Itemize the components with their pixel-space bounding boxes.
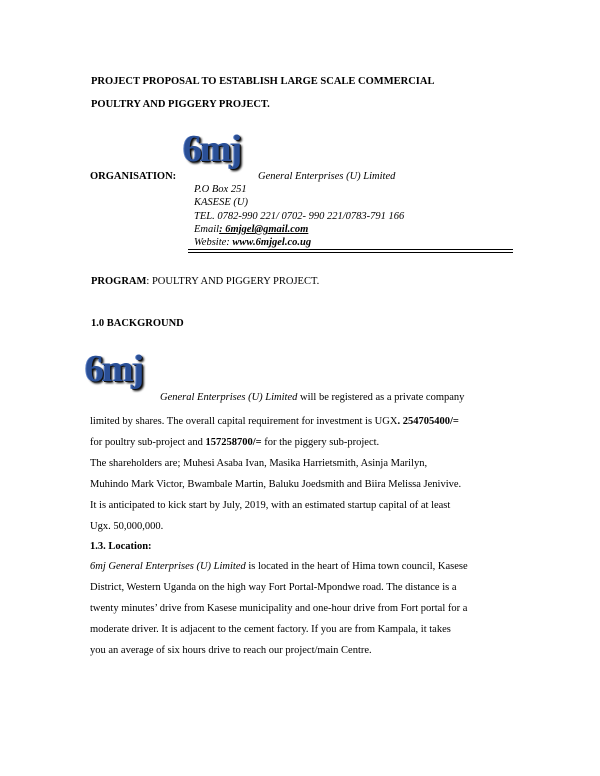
- background-line-6: It is anticipated to kick start by July, 2019, with an estimated startup capital of at least: [90, 500, 451, 511]
- background-heading: 1.0 BACKGROUND: [91, 318, 184, 329]
- location-company-name: 6mj General Enterprises (U) Limited: [90, 561, 246, 572]
- background-line-3-text-a: for poultry sub-project and: [90, 437, 206, 448]
- organisation-label: ORGANISATION:: [90, 171, 177, 182]
- title-line-1: PROJECT PROPOSAL TO ESTABLISH LARGE SCALE COMMERCIAL: [91, 76, 435, 87]
- website-link[interactable]: www.6mjgel.co.ug: [232, 237, 312, 248]
- poultry-capital-amount: . 254705400/=: [397, 416, 459, 427]
- header-divider-top: [188, 249, 513, 250]
- piggery-capital-amount: 157258700/=: [205, 437, 262, 448]
- email-line: [194, 224, 308, 236]
- header-divider-bottom: [188, 252, 513, 253]
- background-line-4: The shareholders are; Muhesi Asaba Ivan, Masika Harrietsmith, Asinja Marilyn,: [90, 458, 428, 469]
- town: KASESE (U): [194, 197, 248, 208]
- program-value: : POULTRY AND PIGGERY PROJECT.: [146, 276, 320, 287]
- background-line-3: [90, 432, 520, 453]
- location-line-5: you an average of six hours drive to reach our project/main Centre.: [90, 645, 372, 656]
- document-title: [91, 70, 521, 116]
- company-logo-inline: 6mj: [85, 348, 143, 390]
- background-line-1: [160, 387, 590, 408]
- company-logo: 6mj: [183, 128, 241, 170]
- location-heading: 1.3. Location:: [90, 541, 152, 552]
- background-line-7: Ugx. 50,000,000.: [90, 521, 164, 532]
- email-prefix: Email: [194, 224, 220, 235]
- organisation-name: General Enterprises (U) Limited: [258, 171, 396, 182]
- po-box: P.O Box 251: [194, 184, 247, 195]
- location-line-2: District, Western Uganda on the high way Fort Portal-Mpondwe road. The distance is a: [90, 582, 457, 593]
- title-line-2: POULTRY AND PIGGERY PROJECT.: [91, 99, 270, 110]
- background-line-3-text-c: for the piggery sub-project.: [261, 437, 380, 448]
- website-prefix: Website:: [194, 237, 233, 248]
- telephone: TEL. 0782-990 221/ 0702- 990 221/0783-791 166: [194, 211, 405, 222]
- background-company-name: General Enterprises (U) Limited: [160, 392, 298, 403]
- program-line: [91, 276, 319, 287]
- location-line-1: [90, 556, 520, 577]
- background-line-1-text: will be registered as a private company: [297, 392, 465, 403]
- background-line-5: Muhindo Mark Victor, Bwambale Martin, Baluku Joedsmith and Biira Melissa Jenivive.: [90, 479, 462, 490]
- email-link[interactable]: : 6mjgel@gmail.com: [219, 224, 309, 235]
- background-line-2: [90, 411, 520, 432]
- location-line-3: twenty minutes’ drive from Kasese municipality and one-hour drive from Fort portal for a: [90, 603, 468, 614]
- background-line-2-text: limited by shares. The overall capital requirement for investment is UGX: [90, 416, 398, 427]
- location-line-1-text: is located in the heart of Hima town council, Kasese: [245, 561, 468, 572]
- website-line: [194, 237, 311, 249]
- program-label: PROGRAM: [91, 276, 147, 287]
- location-line-4: moderate driver. It is adjacent to the cement factory. If you are from Kampala, it takes: [90, 624, 451, 635]
